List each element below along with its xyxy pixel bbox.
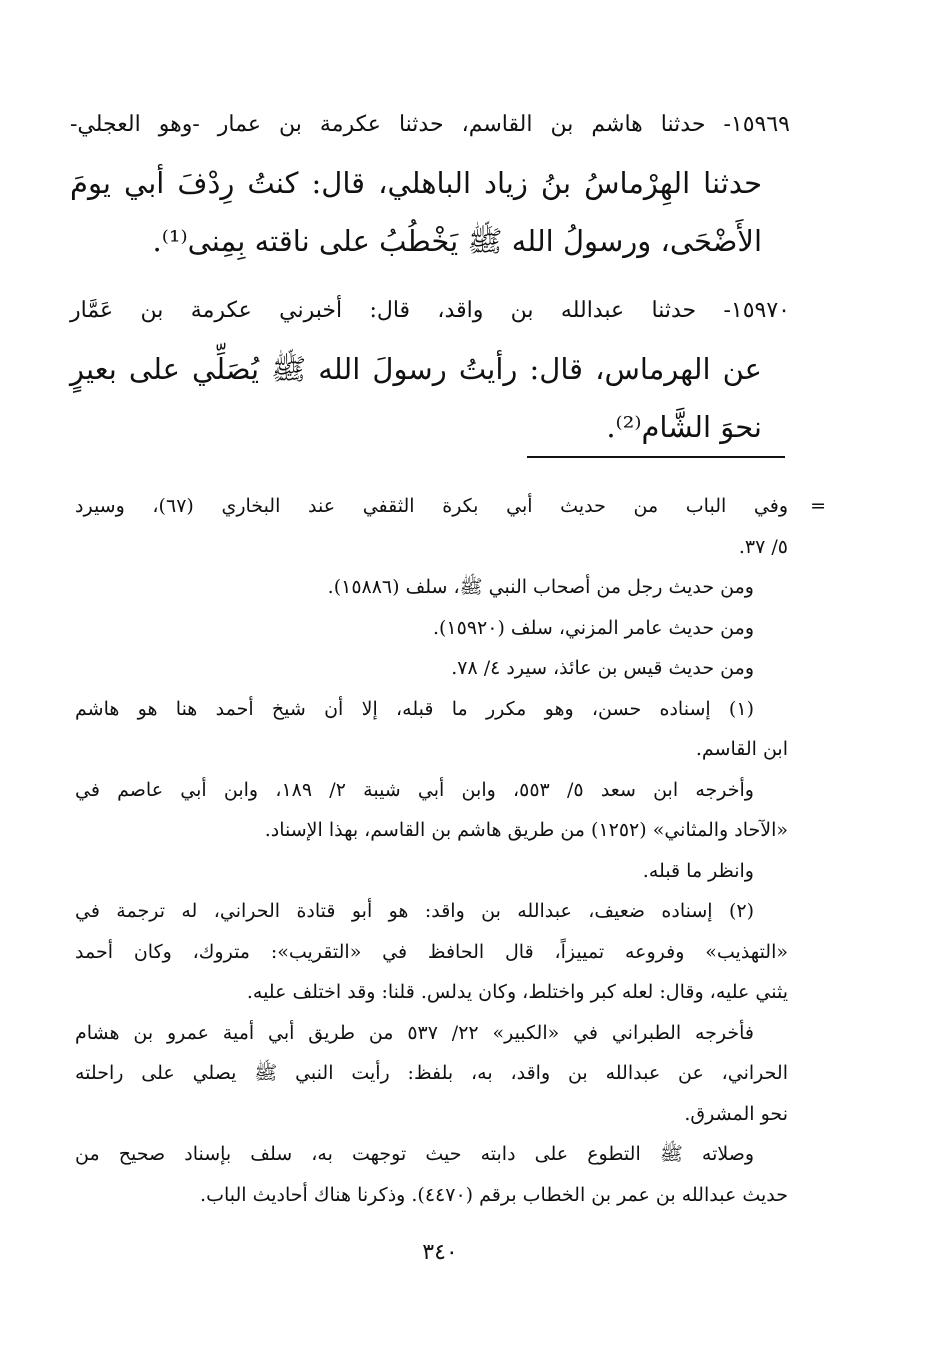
hadith-15969-matn [70,154,790,270]
footnote-1-line: وانظر ما قبله. [642,859,754,882]
footnote-2-line: فأخرجه الطبراني في «الكبير» ٢٢/ ٥٣٧ من طريق أبي أمية عمرو بن هشام [75,1021,754,1044]
footnotes [75,486,826,1215]
footnote-2-line: الحراني، عن عبدالله بن واقد، به، بلفظ: رأيت النبي ﷺ يصلي على راحلته [75,1062,788,1084]
hadith-15970-isnad: ١٥٩٧٠- حدثنا عبدالله بن واقد، قال: أخبرني عكرمة بن عَمَّار [70,298,790,323]
footnote-divider [527,456,785,458]
hadith-15970-matn-line-2: نحوَ الشَّام⁽²⁾. [606,410,762,444]
hadith-15970-matn [70,340,790,456]
footnote-line: ومن حديث قيس بن عائذ، سيرد ٤/ ٧٨. [451,657,754,679]
footnote-line: ٥/ ٣٧. [738,535,788,558]
hadith-15969-isnad: ١٥٩٦٩- حدثنا هاشم بن القاسم، حدثنا عكرمة بن عمار -وهو العجلي- [70,112,790,137]
hadith-15969-matn-line-2: الأَضْحَى، ورسولُ الله ﷺ يَخْطُبُ على ناقته بِمِنى⁽¹⁾. [152,224,762,258]
page-number: ٣٤٠ [422,1240,458,1265]
footnote-2-line: (٢) إسناده ضعيف، عبدالله بن واقد: هو أبو قتادة الحراني، له ترجمة في [75,900,754,922]
footnote-2-line: وصلاته ﷺ التطوع على دابته حيث توجهت به، سلف بإسناد صحيح من [75,1143,754,1165]
hadith-15969-matn-line-1: حدثنا الهِرْماسُ بنُ زياد الباهلي، قال: كنتُ رِدْفَ أبي يومَ [70,166,762,200]
footnote-1-line: وأخرجه ابن سعد ٥/ ٥٥٣، وابن أبي شيبة ٢/ ١٨٩، وابن أبي عاصم في [75,778,754,801]
footnote-2-line: «التهذيب» وفروعه تمييزاً، قال الحافظ في «التقريب»: متروك، وكان أحمد [75,940,788,963]
footnote-2-line: نحو المشرق. [684,1102,788,1125]
continuation-marker: = [810,495,826,517]
hadith-15970-matn-line-1: عن الهرماس، قال: رأيتُ رسولَ الله ﷺ يُصَلِّي على بعيرٍ [70,352,762,386]
footnote-2-line: حديث عبدالله بن عمر بن الخطاب برقم (٤٤٧٠). وذكرنا هناك أحاديث الباب. [200,1183,788,1206]
footnote-1-line: (١) إسناده حسن، وهو مكرر ما قبله، إلا أن شيخ أحمد هنا هو هاشم [75,697,754,720]
footnote-line: ومن حديث عامر المزني، سلف (١٥٩٢٠). [432,616,754,639]
footnote-1-line: ابن القاسم. [695,738,788,760]
footnote-line: ومن حديث رجل من أصحاب النبي ﷺ، سلف (١٥٨٨٦). [327,576,754,598]
main-text [70,96,790,456]
footnote-1-line: «الآحاد والمثاني» (١٢٥٢) من طريق هاشم بن القاسم، بهذا الإسناد. [264,819,788,841]
footnote-line: وفي الباب من حديث أبي بكرة الثقفي عند البخاري (٦٧)، وسيرد [75,495,788,517]
footnote-2-line: يثني عليه، وقال: لعله كبر واختلط، وكان يدلس. قلنا: وقد اختلف عليه. [246,981,788,1003]
